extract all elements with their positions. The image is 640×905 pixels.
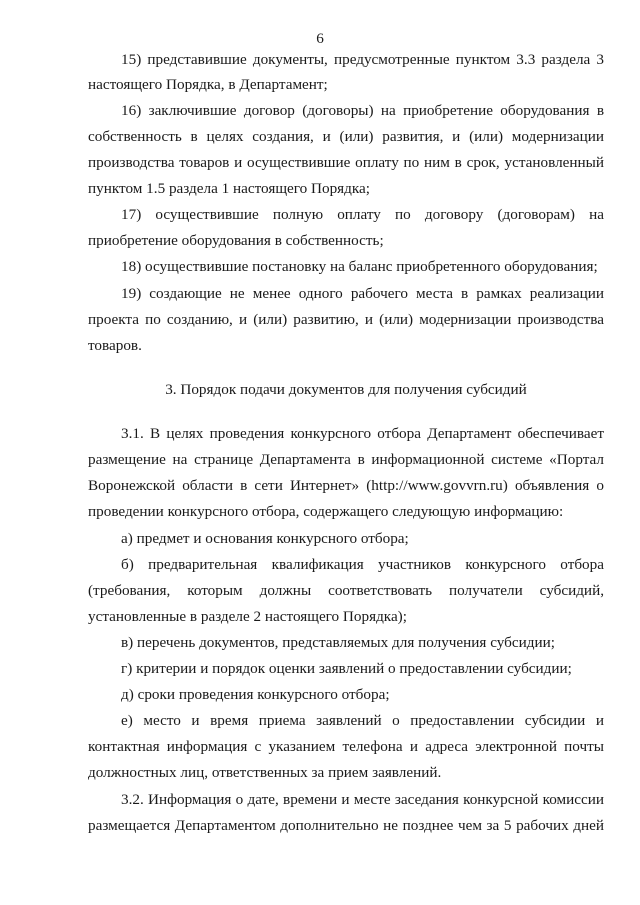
item-16-line-4: пунктом 1.5 раздела 1 настоящего Порядка;	[88, 180, 370, 197]
item-16-line-1: 16) заключившие договор (договоры) на приобретение оборудования в	[121, 102, 604, 119]
para-3-2-line-2: размещается Департаментом дополнительно не позднее чем за 5 рабочих дней	[88, 817, 604, 834]
para-3-2-line-1: 3.2. Информация о дате, времени и месте заседания конкурсной комиссии	[121, 791, 604, 808]
item-v: в) перечень документов, представляемых для получения субсидии;	[121, 634, 555, 651]
item-15-line-1: 15) представившие документы, предусмотренные пунктом 3.3 раздела 3	[121, 51, 604, 68]
item-17-line-1: 17) осуществившие полную оплату по договору (договорам) на	[121, 206, 604, 223]
page-number: 6	[316, 30, 324, 47]
item-16-line-3: производства товаров и осуществившие оплату по ним в срок, установленный	[88, 154, 604, 171]
item-16-line-2: собственность в целях создания, и (или) развития, и (или) модернизации	[88, 128, 604, 145]
para-3-1-line-1: 3.1. В целях проведения конкурсного отбора Департамент обеспечивает	[121, 425, 604, 442]
item-15-line-2: настоящего Порядка, в Департамент;	[88, 76, 328, 93]
item-a: а) предмет и основания конкурсного отбора;	[121, 530, 409, 547]
item-e-line-2: контактная информация с указанием телефона и адреса электронной почты	[88, 738, 604, 755]
item-19-line-3: товаров.	[88, 337, 142, 354]
item-18-line-1: 18) осуществившие постановку на баланс приобретенного оборудования;	[121, 258, 598, 275]
item-e-line-3: должностных лиц, ответственных за прием заявлений.	[88, 764, 442, 781]
para-3-1-line-4: проведении конкурсного отбора, содержащего следующую информацию:	[88, 503, 564, 520]
para-3-1-line-2: размещение на странице Департамента в информационной системе «Портал	[88, 451, 604, 468]
item-b-line-1: б) предварительная квалификация участников конкурсного отбора	[121, 556, 604, 573]
item-e-line-1: е) место и время приема заявлений о предоставлении субсидии и	[121, 712, 604, 729]
item-b-line-3: установленные в разделе 2 настоящего Порядка);	[88, 608, 407, 625]
item-g: г) критерии и порядок оценки заявлений о предоставлении субсидии;	[121, 660, 572, 677]
section-3-heading: 3. Порядок подачи документов для получения субсидий	[165, 381, 527, 398]
item-d: д) сроки проведения конкурсного отбора;	[121, 686, 390, 703]
para-3-1-line-3: Воронежской области в сети Интернет» (http://www.govvrn.ru) объявления о	[88, 477, 604, 494]
item-17-line-2: приобретение оборудования в собственность;	[88, 232, 384, 249]
item-19-line-2: проекта по созданию, и (или) развитию, и (или) модернизации производства	[88, 311, 604, 328]
item-b-line-2: (требования, которым должны соответствовать получатели субсидий,	[88, 582, 604, 599]
item-19-line-1: 19) создающие не менее одного рабочего места в рамках реализации	[121, 285, 604, 302]
